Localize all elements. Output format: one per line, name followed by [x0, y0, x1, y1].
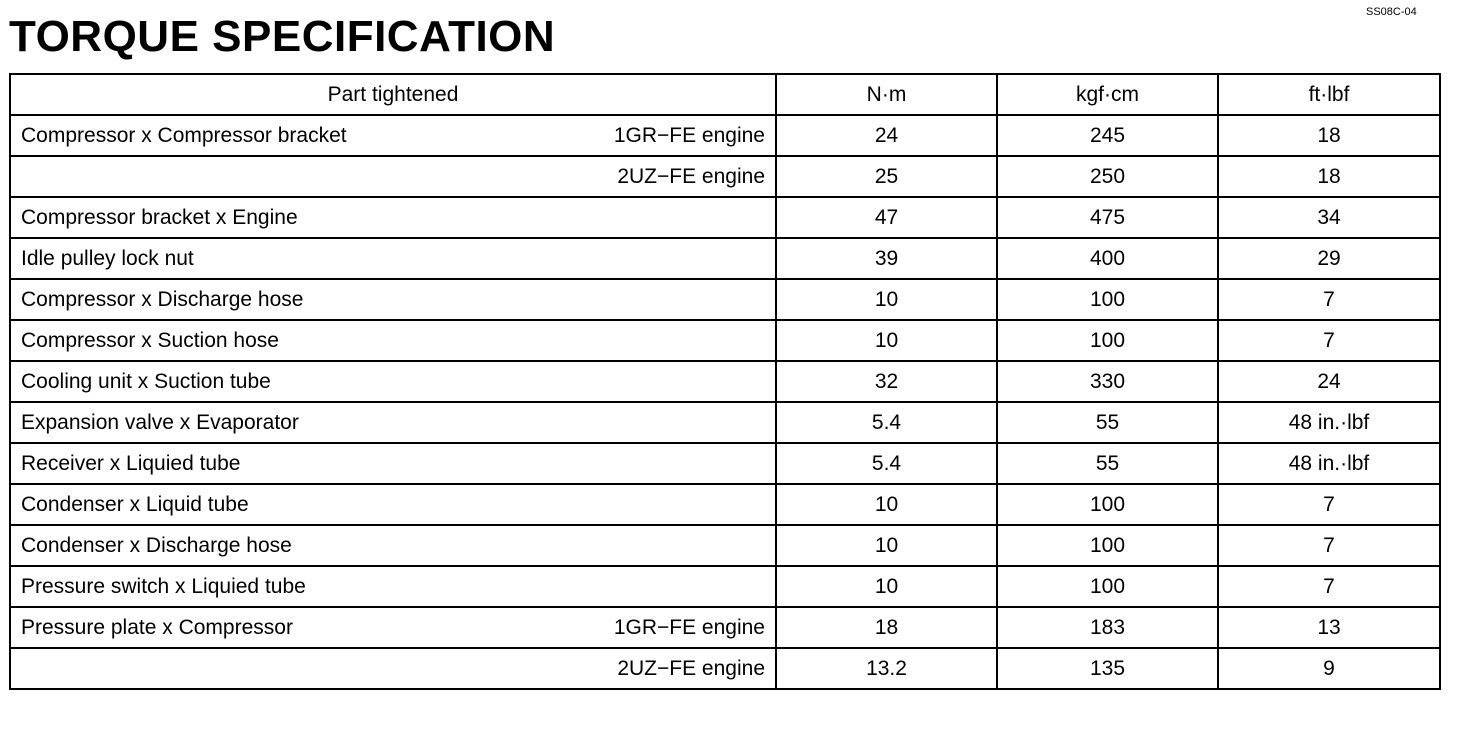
value-ftlbf: 18 — [1218, 156, 1440, 197]
value-ftlbf: 7 — [1218, 279, 1440, 320]
table-row — [10, 648, 1440, 689]
value-nm: 5.4 — [776, 443, 997, 484]
table-row — [10, 156, 1440, 197]
part-name: Compressor x Compressor bracket — [21, 123, 347, 147]
part-cell — [10, 197, 776, 238]
value-kgfcm: 135 — [997, 648, 1218, 689]
part-name: Pressure switch x Liquied tube — [21, 574, 306, 598]
part-cell — [10, 607, 776, 648]
value-nm: 39 — [776, 238, 997, 279]
table-row — [10, 320, 1440, 361]
value-nm: 10 — [776, 320, 997, 361]
part-name: Receiver x Liquied tube — [21, 451, 241, 475]
value-ftlbf: 7 — [1218, 484, 1440, 525]
table-row — [10, 238, 1440, 279]
part-cell — [10, 648, 776, 689]
table-header-row — [10, 74, 1440, 115]
part-name: Expansion valve x Evaporator — [21, 410, 299, 434]
header-nm: N·m — [776, 74, 997, 115]
value-nm: 10 — [776, 566, 997, 607]
value-nm: 5.4 — [776, 402, 997, 443]
part-name: Compressor x Discharge hose — [21, 287, 304, 311]
header-kgfcm: kgf·cm — [997, 74, 1218, 115]
part-name: Condenser x Liquid tube — [21, 492, 249, 516]
table-row — [10, 607, 1440, 648]
table-row — [10, 115, 1440, 156]
part-name: Idle pulley lock nut — [21, 246, 194, 270]
table-row — [10, 566, 1440, 607]
page-title: TORQUE SPECIFICATION — [9, 12, 556, 61]
value-ftlbf: 7 — [1218, 525, 1440, 566]
value-nm: 10 — [776, 525, 997, 566]
engine-variant: 1GR−FE engine — [613, 615, 765, 639]
engine-variant: 2UZ−FE engine — [617, 164, 765, 188]
value-ftlbf: 13 — [1218, 607, 1440, 648]
value-ftlbf: 7 — [1218, 566, 1440, 607]
value-kgfcm: 475 — [997, 197, 1218, 238]
table-row — [10, 279, 1440, 320]
value-kgfcm: 245 — [997, 115, 1218, 156]
value-ftlbf: 34 — [1218, 197, 1440, 238]
part-cell — [10, 361, 776, 402]
value-nm: 10 — [776, 484, 997, 525]
value-ftlbf: 7 — [1218, 320, 1440, 361]
part-cell — [10, 525, 776, 566]
value-kgfcm: 100 — [997, 566, 1218, 607]
value-nm: 10 — [776, 279, 997, 320]
value-kgfcm: 100 — [997, 525, 1218, 566]
value-ftlbf: 48 in.·lbf — [1218, 443, 1440, 484]
part-cell — [10, 238, 776, 279]
value-nm: 47 — [776, 197, 997, 238]
value-kgfcm: 100 — [997, 320, 1218, 361]
engine-variant: 1GR−FE engine — [613, 123, 765, 147]
value-kgfcm: 100 — [997, 279, 1218, 320]
table-row — [10, 443, 1440, 484]
table-row — [10, 525, 1440, 566]
table-row — [10, 197, 1440, 238]
value-ftlbf: 9 — [1218, 648, 1440, 689]
engine-variant: 2UZ−FE engine — [617, 656, 765, 680]
part-cell — [10, 320, 776, 361]
value-ftlbf: 24 — [1218, 361, 1440, 402]
header-part-tightened: Part tightened — [10, 74, 776, 115]
value-nm: 18 — [776, 607, 997, 648]
value-kgfcm: 55 — [997, 402, 1218, 443]
part-cell — [10, 402, 776, 443]
value-kgfcm: 330 — [997, 361, 1218, 402]
value-nm: 32 — [776, 361, 997, 402]
value-ftlbf: 48 in.·lbf — [1218, 402, 1440, 443]
part-name: Pressure plate x Compressor — [21, 615, 293, 639]
part-cell — [10, 566, 776, 607]
value-ftlbf: 29 — [1218, 238, 1440, 279]
header-ftlbf: ft·lbf — [1218, 74, 1440, 115]
value-kgfcm: 55 — [997, 443, 1218, 484]
part-name: Compressor x Suction hose — [21, 328, 279, 352]
table-row — [10, 484, 1440, 525]
value-kgfcm: 183 — [997, 607, 1218, 648]
table-row — [10, 402, 1440, 443]
value-kgfcm: 250 — [997, 156, 1218, 197]
table-row — [10, 361, 1440, 402]
value-nm: 25 — [776, 156, 997, 197]
value-kgfcm: 100 — [997, 484, 1218, 525]
part-cell — [10, 156, 776, 197]
value-nm: 24 — [776, 115, 997, 156]
part-name: Compressor bracket x Engine — [21, 205, 298, 229]
value-ftlbf: 18 — [1218, 115, 1440, 156]
value-kgfcm: 400 — [997, 238, 1218, 279]
part-cell — [10, 279, 776, 320]
part-cell — [10, 115, 776, 156]
part-name: Condenser x Discharge hose — [21, 533, 292, 557]
part-cell — [10, 484, 776, 525]
document-code: SS08C-04 — [1366, 6, 1417, 18]
part-name: Cooling unit x Suction tube — [21, 369, 271, 393]
torque-spec-table — [9, 73, 1441, 690]
part-cell — [10, 443, 776, 484]
value-nm: 13.2 — [776, 648, 997, 689]
